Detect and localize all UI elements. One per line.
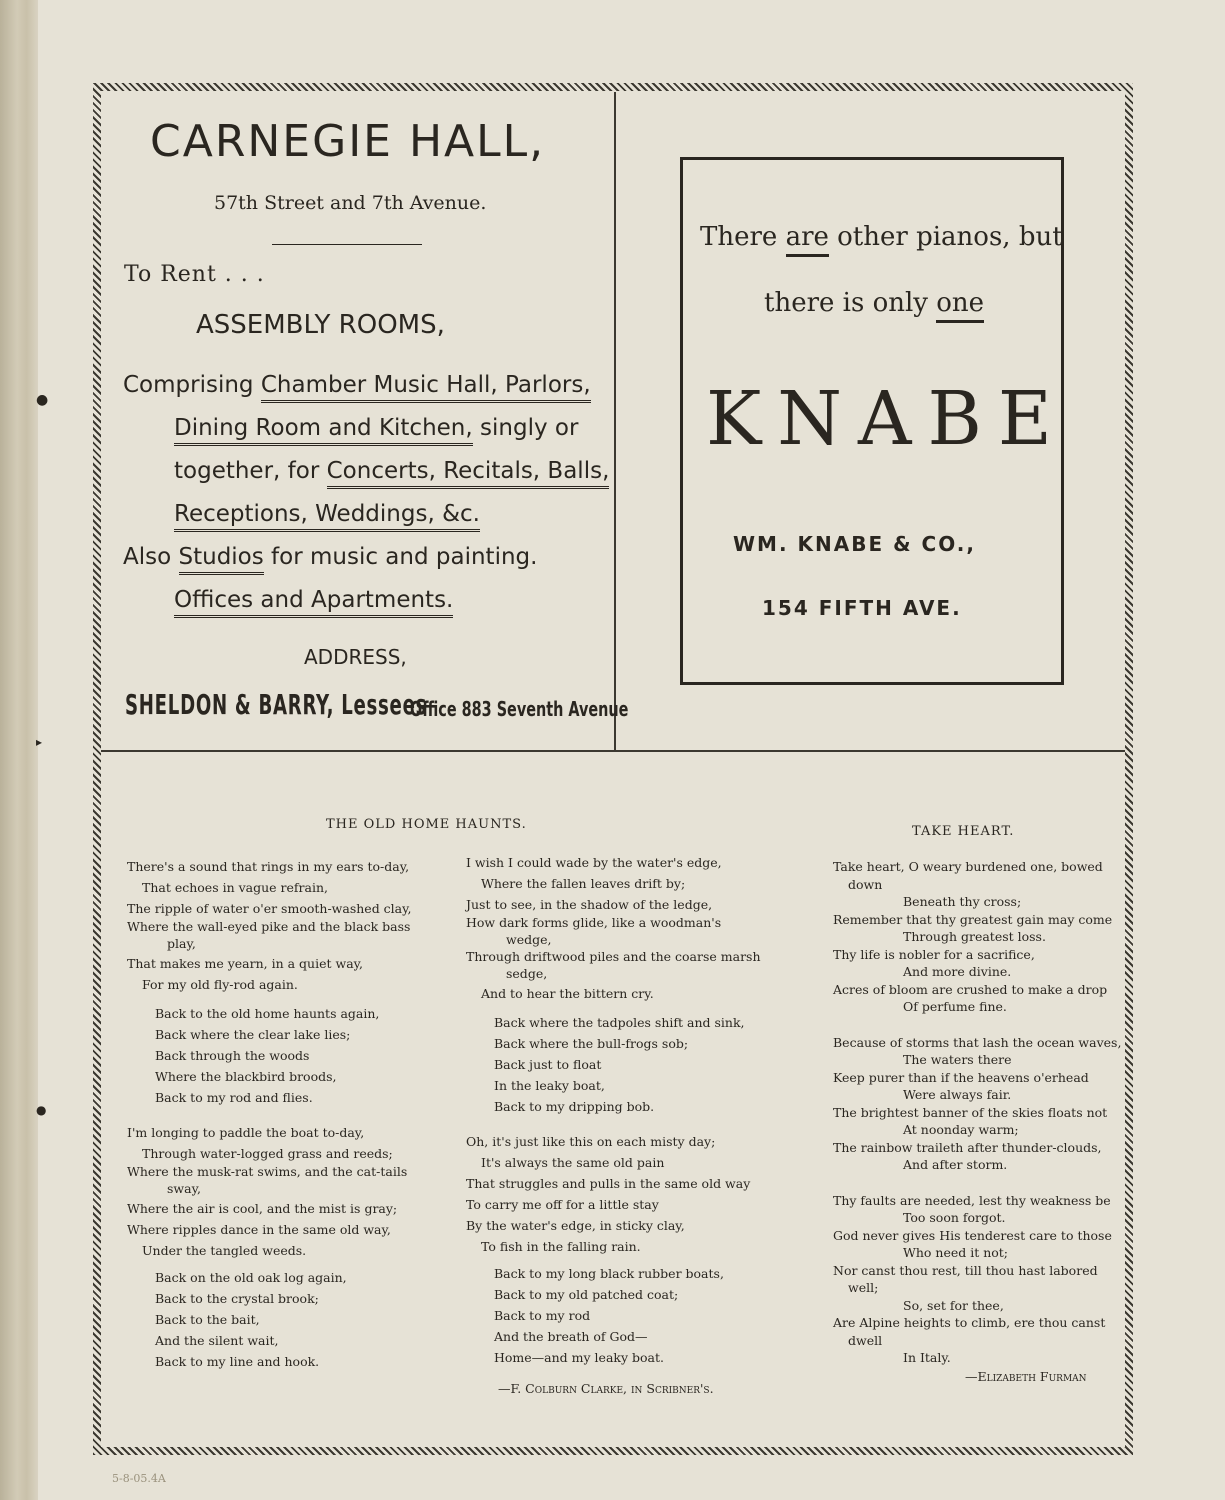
poem-line: For my old fly-rod again. xyxy=(142,977,298,992)
poem-line: And after storm. xyxy=(903,1157,1008,1172)
poem-line: Under the tangled weeds. xyxy=(142,1243,307,1258)
poem-line: Back to my rod xyxy=(494,1308,591,1323)
poem-line: Because of storms that lash the ocean waves, xyxy=(833,1034,1122,1050)
carnegie-line: together, for Concerts, Recitals, Balls, xyxy=(174,458,609,484)
knabe-brand: KNABE xyxy=(706,376,1068,462)
to-rent-label: To Rent . . . xyxy=(124,262,265,287)
horizontal-divider xyxy=(101,750,1125,752)
poem-line: At noonday warm; xyxy=(903,1122,1019,1137)
poem-line xyxy=(833,1016,1121,1034)
poem-line: Remember that thy greatest gain may come xyxy=(833,911,1113,927)
poem-line: And the breath of God— xyxy=(494,1329,648,1344)
poem-line: Back where the bull-frogs sob; xyxy=(494,1036,689,1051)
poem-line: Take heart, O weary burdened one, bowed xyxy=(833,859,1103,874)
poem-line: Are Alpine heights to climb, ere thou canst xyxy=(833,1315,1106,1330)
poem-column-3 xyxy=(833,858,1121,1367)
poem-line: Keep purer than if the heavens o'erhead xyxy=(833,1069,1089,1085)
poem-line: To fish in the falling rain. xyxy=(481,1239,641,1254)
poem-line: Back where the tadpoles shift and sink, xyxy=(494,1015,745,1030)
poem-line: There's a sound that rings in my ears to-day, xyxy=(127,859,410,874)
poem-line xyxy=(466,1004,761,1012)
poem-line: Who need it not; xyxy=(903,1245,1009,1260)
poem-line: Back where the clear lake lies; xyxy=(155,1027,351,1042)
poem-line: That struggles and pulls in the same old way xyxy=(466,1176,751,1191)
poem-line xyxy=(127,1108,412,1122)
poem-line: Oh, it's just like this on each misty day; xyxy=(466,1134,716,1149)
poem-line: Where ripples dance in the same old way, xyxy=(127,1222,391,1237)
poem-line: The rainbow traileth after thunder-clouds, xyxy=(833,1139,1102,1155)
knabe-company: WM. KNABE & CO., xyxy=(733,532,976,556)
poem-line: Where the wall-eyed pike and the black bass xyxy=(127,919,411,934)
poem-title: THE OLD HOME HAUNTS. xyxy=(326,817,527,832)
poem-line: Through driftwood piles and the coarse marsh xyxy=(466,949,761,964)
poem-line: Acres of bloom are crushed to make a drop xyxy=(833,981,1108,997)
knabe-tagline-1: There are other pianos, but xyxy=(700,222,1063,252)
carnegie-line: Comprising Chamber Music Hall, Parlors, xyxy=(123,372,591,398)
poem-line: Back to my dripping bob. xyxy=(494,1099,655,1114)
poem-line: Home—and my leaky boat. xyxy=(494,1350,664,1365)
poem-line: down xyxy=(848,876,883,892)
poem-line: And the silent wait, xyxy=(155,1333,279,1348)
poem-line xyxy=(833,1174,1121,1192)
poem-line xyxy=(127,995,412,1003)
poem-line: Where the fallen leaves drift by; xyxy=(481,876,686,891)
poem-line: Where the musk-rat swims, and the cat-tails xyxy=(127,1164,408,1179)
carnegie-line: Receptions, Weddings, &c. xyxy=(174,501,480,527)
poem-line: Back through the woods xyxy=(155,1048,310,1063)
poem-line: Back to the crystal brook; xyxy=(155,1291,319,1306)
assembly-rooms-heading: ASSEMBLY ROOMS, xyxy=(196,310,445,340)
poem-line: I'm longing to paddle the boat to-day, xyxy=(127,1125,365,1140)
poem-line: It's always the same old pain xyxy=(481,1155,665,1170)
poem-line: Back just to float xyxy=(494,1057,602,1072)
poem-line: wedge, xyxy=(506,932,552,947)
knabe-tagline-2: there is only one xyxy=(764,288,984,318)
poem-credit: —Elizabeth Furman xyxy=(965,1369,1087,1384)
poem-line: Too soon forgot. xyxy=(903,1210,1006,1225)
poem-line: Back to my old patched coat; xyxy=(494,1287,679,1302)
poem-line: Where the air is cool, and the mist is gray; xyxy=(127,1201,398,1216)
knabe-address: 154 FIFTH AVE. xyxy=(762,596,962,620)
binding-mark: ● xyxy=(36,392,49,408)
poem-line: Back to my line and hook. xyxy=(155,1354,320,1369)
poem-line: That echoes in vague refrain, xyxy=(142,880,329,895)
lessees-name: SHELDON & BARRY, Lessees xyxy=(125,688,428,721)
vertical-divider xyxy=(614,92,616,750)
poem-credit: —F. Colburn Clarke, in Scribner's. xyxy=(498,1381,714,1396)
poem-line: dwell xyxy=(848,1332,883,1348)
poem-line: I wish I could wade by the water's edge, xyxy=(466,855,722,870)
poem-line: That makes me yearn, in a quiet way, xyxy=(127,956,364,971)
poem-line: Were always fair. xyxy=(903,1087,1012,1102)
poem-line: Thy life is nobler for a sacrifice, xyxy=(833,946,1035,962)
poem-line: In Italy. xyxy=(903,1350,951,1365)
binding-mark: ▸ xyxy=(36,735,43,749)
poem-line: Back on the old oak log again, xyxy=(155,1270,347,1285)
address-label: ADDRESS, xyxy=(304,645,407,669)
binding-mark: ● xyxy=(36,1103,47,1117)
poem-line: In the leaky boat, xyxy=(494,1078,605,1093)
poem-line: How dark forms glide, like a woodman's xyxy=(466,915,722,930)
poem-line: Of perfume fine. xyxy=(903,999,1007,1014)
poem-line: Back to the bait, xyxy=(155,1312,260,1327)
poem-line: By the water's edge, in sticky clay, xyxy=(466,1218,685,1233)
page-spine xyxy=(0,0,38,1500)
poem-line: And more divine. xyxy=(903,964,1012,979)
poem-title: TAKE HEART. xyxy=(912,824,1015,839)
carnegie-subtitle: 57th Street and 7th Avenue. xyxy=(214,192,487,214)
poem-line: To carry me off for a little stay xyxy=(466,1197,659,1212)
poem-line: Thy faults are needed, lest thy weakness be xyxy=(833,1192,1111,1208)
carnegie-line: Also Studios for music and painting. xyxy=(123,544,537,570)
poem-line: sedge, xyxy=(506,966,548,981)
office-address: Office 883 Seventh Avenue xyxy=(410,697,629,721)
poem-line: So, set for thee, xyxy=(903,1297,1004,1313)
poem-line: The waters there xyxy=(903,1052,1012,1067)
poem-line: Back to my rod and flies. xyxy=(155,1090,313,1105)
poem-line: And to hear the bittern cry. xyxy=(481,986,654,1001)
poem-line: Through greatest loss. xyxy=(903,929,1046,944)
poem-line: Nor canst thou rest, till thou hast labored xyxy=(833,1262,1098,1278)
poem-column-1 xyxy=(127,856,412,1372)
poem-line xyxy=(466,1117,761,1131)
poem-line: Back to the old home haunts again, xyxy=(155,1006,380,1021)
poem-line: The brightest banner of the skies floats not xyxy=(833,1104,1108,1120)
poem-line: Beneath thy cross; xyxy=(903,894,1022,909)
poem-line: Where the blackbird broods, xyxy=(155,1069,337,1084)
poem-column-2 xyxy=(466,852,761,1368)
poem-line: Through water-logged grass and reeds; xyxy=(142,1146,393,1161)
poem-line: Just to see, in the shadow of the ledge, xyxy=(466,897,713,912)
poem-line: God never gives His tenderest care to those xyxy=(833,1227,1112,1243)
carnegie-line: Offices and Apartments. xyxy=(174,587,453,613)
poem-line: sway, xyxy=(167,1181,201,1196)
carnegie-title: CARNEGIE HALL, xyxy=(150,116,546,167)
poem-line: well; xyxy=(848,1280,879,1295)
carnegie-line: Dining Room and Kitchen, singly or xyxy=(174,415,578,441)
pencil-note: 5-8-05.4A xyxy=(112,1472,166,1485)
poem-line: The ripple of water o'er smooth-washed clay, xyxy=(127,901,412,916)
poem-line: play, xyxy=(167,936,196,951)
poem-line: Back to my long black rubber boats, xyxy=(494,1266,724,1281)
carnegie-rule xyxy=(272,244,422,245)
